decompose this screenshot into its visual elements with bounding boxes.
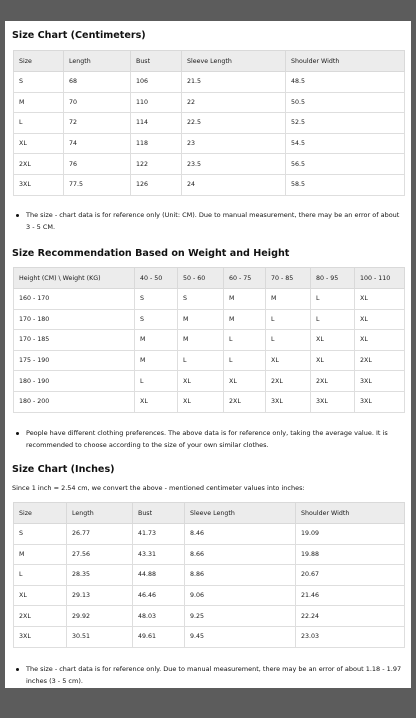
table-cell: 28.35 xyxy=(67,565,133,586)
bullet-icon xyxy=(16,214,19,217)
table-cell: L xyxy=(311,289,355,310)
table-cell: L xyxy=(14,565,67,586)
table-cell: 8.66 xyxy=(185,544,296,565)
bullet-icon xyxy=(16,432,19,435)
table-row xyxy=(14,309,405,330)
column-header: Shoulder Width xyxy=(296,503,405,524)
table-cell: 27.56 xyxy=(67,544,133,565)
top-background-strip xyxy=(0,0,416,21)
table-cell: XL xyxy=(266,350,311,371)
table-cell: XL xyxy=(311,330,355,351)
table-cell: 58.5 xyxy=(286,174,405,195)
table-cell: M xyxy=(178,309,224,330)
table-cell: 180 - 190 xyxy=(14,371,135,392)
table-cell: 2XL xyxy=(224,391,266,412)
table-cell: 23.03 xyxy=(296,626,405,647)
table-cell: XL xyxy=(311,350,355,371)
table-cell: XL xyxy=(14,133,64,154)
table-cell: L xyxy=(135,371,178,392)
table-cell: 72 xyxy=(64,113,131,134)
size-chart-inches-intro: Since 1 inch = 2.54 cm, we convert the above - mentioned centimeter values into inches: xyxy=(12,484,305,492)
table-row xyxy=(14,371,405,392)
table-row xyxy=(14,544,405,565)
table-cell: 19.09 xyxy=(296,524,405,545)
table-cell: 74 xyxy=(64,133,131,154)
table-cell: S xyxy=(14,524,67,545)
size-recommendation-title: Size Recommendation Based on Weight and Height xyxy=(12,248,290,259)
table-cell: M xyxy=(224,309,266,330)
table-row xyxy=(14,565,405,586)
table-cell: 77.5 xyxy=(64,174,131,195)
table-cell: 50.5 xyxy=(286,92,405,113)
table-cell: L xyxy=(178,350,224,371)
table-cell: L xyxy=(266,330,311,351)
table-cell: XL xyxy=(135,391,178,412)
column-header: 40 - 50 xyxy=(135,268,178,289)
table-cell: 41.73 xyxy=(133,524,185,545)
size-recommendation-note: People have different clothing preferences. The above data is for reference only, taking the average value. It is recommended to choose according to the size of your own similar clothes. xyxy=(26,429,388,449)
table-cell: 48.03 xyxy=(133,606,185,627)
table-row xyxy=(14,174,405,195)
table-header-row xyxy=(14,268,405,289)
table-cell: 68 xyxy=(64,72,131,93)
table-cell: XL xyxy=(355,330,405,351)
table-cell: S xyxy=(178,289,224,310)
table-cell: 21.5 xyxy=(182,72,286,93)
table-cell: 3XL xyxy=(355,391,405,412)
table-cell: M xyxy=(178,330,224,351)
table-cell: L xyxy=(224,330,266,351)
table-cell: S xyxy=(14,72,64,93)
table-cell: 2XL xyxy=(311,371,355,392)
column-header: 60 - 75 xyxy=(224,268,266,289)
table-cell: XL xyxy=(178,391,224,412)
table-cell: 180 - 200 xyxy=(14,391,135,412)
table-row xyxy=(14,626,405,647)
size-chart-cm-title: Size Chart (Centimeters) xyxy=(12,30,146,41)
size-chart-inches-note: The size - chart data is for reference only. Due to manual measurement, there may be an error of about 1.18 - 1.97 inches (3 - 5 cm). xyxy=(26,665,402,685)
size-chart-cm-table xyxy=(13,50,405,196)
table-cell: 3XL xyxy=(311,391,355,412)
table-cell: 2XL xyxy=(355,350,405,371)
table-cell: M xyxy=(14,92,64,113)
table-cell: 106 xyxy=(131,72,182,93)
table-cell: XL xyxy=(355,289,405,310)
table-cell: XL xyxy=(178,371,224,392)
column-header: Size xyxy=(14,51,64,72)
table-row xyxy=(14,330,405,351)
table-cell: 9.06 xyxy=(185,585,296,606)
table-cell: M xyxy=(135,330,178,351)
table-cell: 70 xyxy=(64,92,131,113)
table-cell: 21.46 xyxy=(296,585,405,606)
table-cell: 110 xyxy=(131,92,182,113)
table-cell: 26.77 xyxy=(67,524,133,545)
table-cell: 3XL xyxy=(14,626,67,647)
table-row xyxy=(14,92,405,113)
table-cell: 43.31 xyxy=(133,544,185,565)
column-header: Length xyxy=(67,503,133,524)
table-row xyxy=(14,154,405,175)
size-recommendation-table xyxy=(13,267,405,413)
table-cell: 9.25 xyxy=(185,606,296,627)
table-cell: 29.92 xyxy=(67,606,133,627)
table-cell: 46.46 xyxy=(133,585,185,606)
table-cell: 22.24 xyxy=(296,606,405,627)
table-row xyxy=(14,72,405,93)
size-chart-inches-title: Size Chart (Inches) xyxy=(12,464,115,475)
table-cell: 20.67 xyxy=(296,565,405,586)
table-cell: 2XL xyxy=(266,371,311,392)
column-header: Bust xyxy=(131,51,182,72)
bullet-icon xyxy=(16,668,19,671)
table-cell: L xyxy=(14,113,64,134)
column-header: 70 - 85 xyxy=(266,268,311,289)
column-header: Height (CM) \ Weight (KG) xyxy=(14,268,135,289)
table-cell: 30.51 xyxy=(67,626,133,647)
table-cell: L xyxy=(311,309,355,330)
table-cell: 44.88 xyxy=(133,565,185,586)
table-cell: 170 - 180 xyxy=(14,309,135,330)
table-cell: XL xyxy=(14,585,67,606)
table-cell: 2XL xyxy=(14,606,67,627)
column-header: Size xyxy=(14,503,67,524)
size-chart-inches-table xyxy=(13,502,405,648)
table-cell: 22 xyxy=(182,92,286,113)
table-cell: M xyxy=(224,289,266,310)
table-cell: 122 xyxy=(131,154,182,175)
table-cell: L xyxy=(224,350,266,371)
table-cell: XL xyxy=(355,309,405,330)
table-cell: M xyxy=(14,544,67,565)
column-header: 100 - 110 xyxy=(355,268,405,289)
table-cell: 24 xyxy=(182,174,286,195)
table-cell: M xyxy=(135,350,178,371)
table-cell: 114 xyxy=(131,113,182,134)
table-cell: 23 xyxy=(182,133,286,154)
column-header: Shoulder Width xyxy=(286,51,405,72)
table-cell: L xyxy=(266,309,311,330)
column-header: Sleeve Length xyxy=(185,503,296,524)
table-cell: 54.5 xyxy=(286,133,405,154)
column-header: Length xyxy=(64,51,131,72)
table-cell: M xyxy=(266,289,311,310)
table-row xyxy=(14,289,405,310)
table-cell: 170 - 185 xyxy=(14,330,135,351)
column-header: Sleeve Length xyxy=(182,51,286,72)
table-cell: 49.61 xyxy=(133,626,185,647)
table-cell: 22.5 xyxy=(182,113,286,134)
table-cell: S xyxy=(135,289,178,310)
table-cell: 48.5 xyxy=(286,72,405,93)
column-header: 50 - 60 xyxy=(178,268,224,289)
table-cell: 3XL xyxy=(14,174,64,195)
table-cell: 9.45 xyxy=(185,626,296,647)
table-cell: 175 - 190 xyxy=(14,350,135,371)
table-row xyxy=(14,350,405,371)
table-cell: 29.13 xyxy=(67,585,133,606)
table-cell: 160 - 170 xyxy=(14,289,135,310)
table-cell: 3XL xyxy=(355,371,405,392)
table-cell: 8.46 xyxy=(185,524,296,545)
column-header: 80 - 95 xyxy=(311,268,355,289)
table-row xyxy=(14,524,405,545)
table-row xyxy=(14,585,405,606)
table-cell: 19.88 xyxy=(296,544,405,565)
table-cell: 3XL xyxy=(266,391,311,412)
table-cell: 118 xyxy=(131,133,182,154)
table-cell: 23.5 xyxy=(182,154,286,175)
table-cell: 8.86 xyxy=(185,565,296,586)
column-header: Bust xyxy=(133,503,185,524)
table-row xyxy=(14,133,405,154)
table-cell: 52.5 xyxy=(286,113,405,134)
table-row xyxy=(14,113,405,134)
table-cell: S xyxy=(135,309,178,330)
size-chart-cm-note: The size - chart data is for reference only (Unit: CM). Due to manual measurement, there may be an error of about 3 - 5 CM. xyxy=(26,211,400,231)
table-cell: 2XL xyxy=(14,154,64,175)
table-row xyxy=(14,606,405,627)
table-header-row xyxy=(14,503,405,524)
table-cell: XL xyxy=(224,371,266,392)
table-cell: 126 xyxy=(131,174,182,195)
table-cell: 56.5 xyxy=(286,154,405,175)
table-cell: 76 xyxy=(64,154,131,175)
table-header-row xyxy=(14,51,405,72)
table-row xyxy=(14,391,405,412)
